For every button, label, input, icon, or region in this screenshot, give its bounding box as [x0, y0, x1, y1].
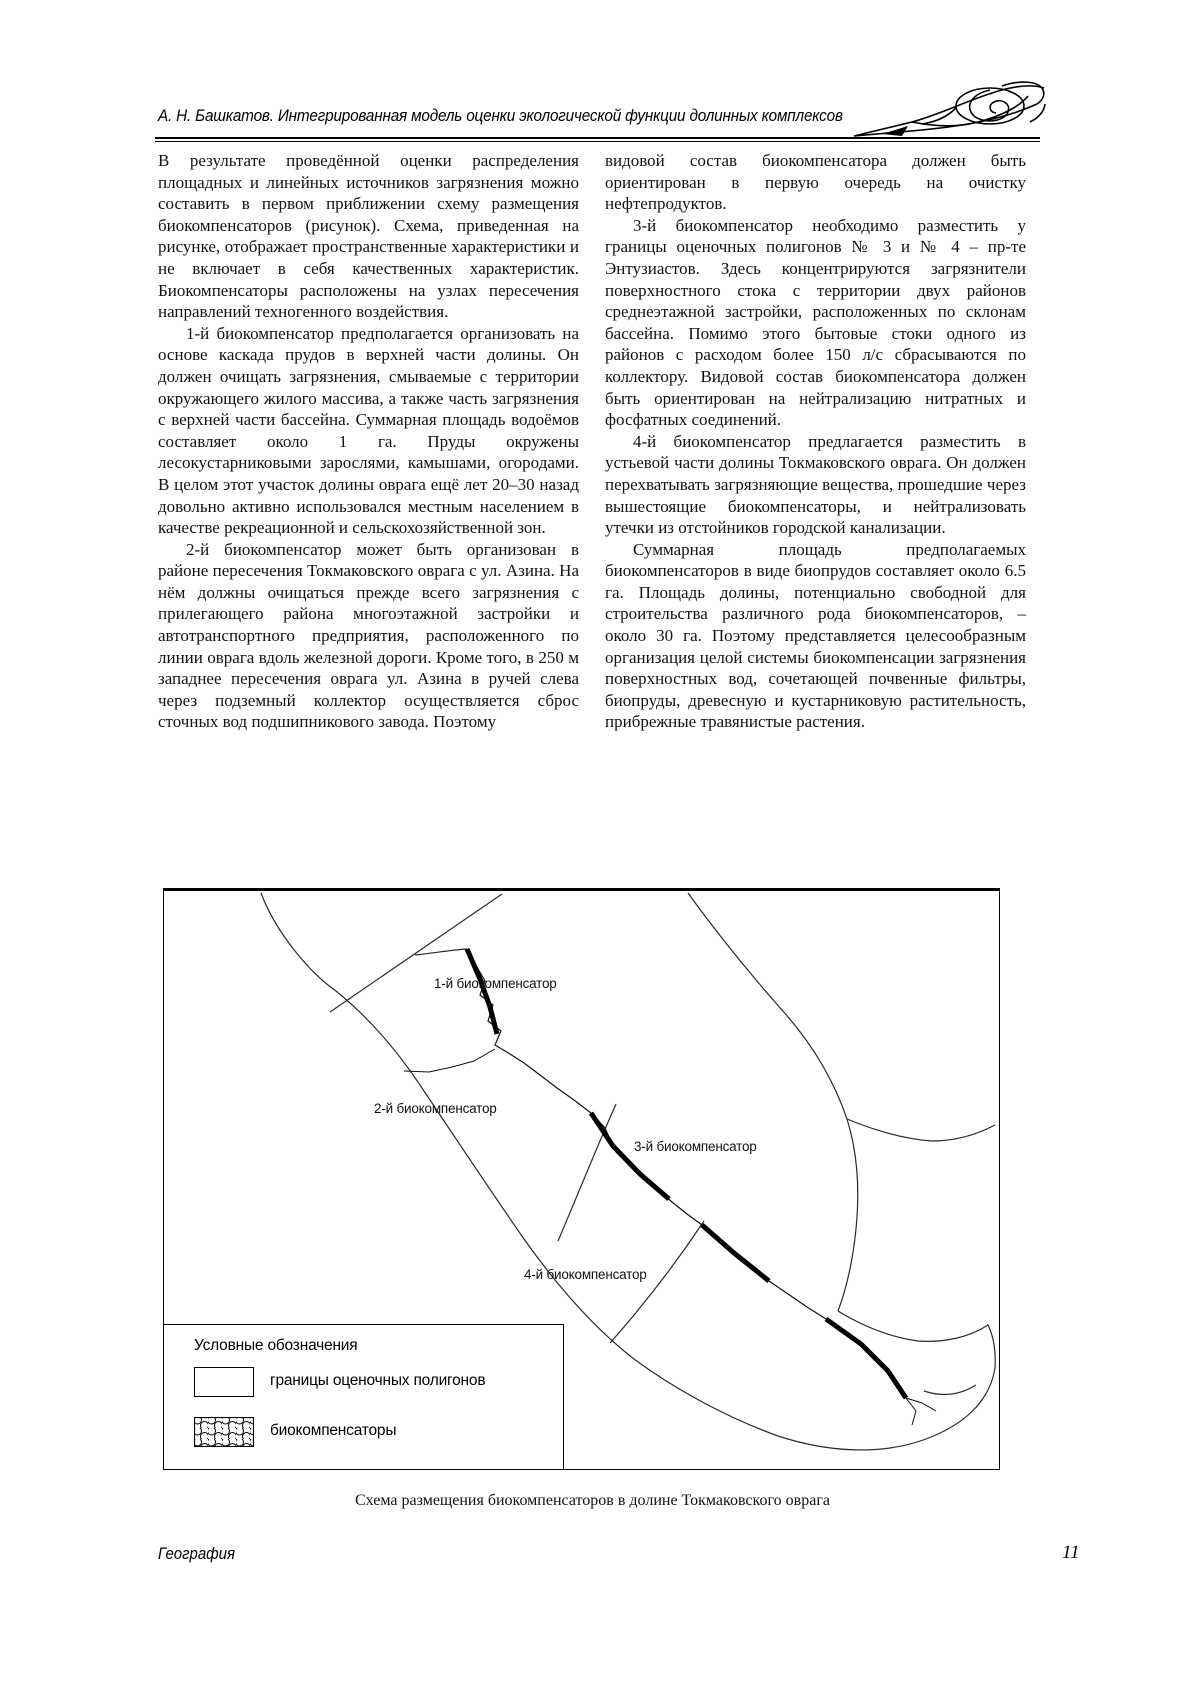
map-legend [164, 1324, 564, 1469]
page-number: 11 [1062, 1542, 1080, 1563]
legend-title: Условные обозначения [194, 1337, 358, 1354]
map-label-1: 1-й биокомпенсатор [434, 976, 557, 991]
circle-hatch-swatch [194, 1417, 254, 1447]
legend-item-label: границы оценочных полигонов [270, 1372, 486, 1389]
left-column [158, 150, 579, 733]
paragraph: 1-й биокомпенсатор предполагается организовать на основе каскада прудов в верхней части долины. Он должен очищать загрязнения, смываемые с территории окружающего жилого массива, а также часть загрязнения с верхней части бассейна. Суммарная площадь водоёмов составляет около 1 га. Пруды окружены лесокустарниковыми зарослями, камышами, огородами. В целом этот участок долины оврага ещё лет 20–30 назад довольно активно использовался местным населением в качестве рекреационной и сельскохозяйственной зон. [158, 323, 579, 538]
figure-caption: Схема размещения биокомпенсаторов в долине Токмаковского оврага [355, 1492, 830, 1509]
paragraph: В результате проведённой оценки распределения площадных и линейных источников загрязнения можно составить в первом приближении схему размещения биокомпенсаторов (рисунок). Схема, приведенная на рисунке, отображает пространственные характеристики и не включает в себя качественных характеристик. Биокомпенсаторы расположены на узлах пересечения направлений техногенного воздействия. [158, 151, 579, 322]
paragraph: 2-й биокомпенсатор может быть организован в районе пересечения Токмаковского оврага с ул. Азина. На нём должны очищаться прежде всего загрязнения с прилегающего района многоэтажной застройки и автотранспортного предприятия, расположенного по линии оврага вдоль железной дороги. Кроме того, в 250 м западнее пересечения оврага ул. Азина в ручей слева через подземный коллектор осуществляется сброс сточных вод подшипникового завода. Поэтому [158, 539, 579, 732]
paragraph: 3-й биокомпенсатор необходимо разместить у границы оценочных полигонов № 3 и № 4 – пр-те Энтузиастов. Здесь концентрируются загрязнители поверхностного стока с территории двух районов среднеэтажной застройки, расположенных по склонам бассейна. Помимо этого бытовые стоки одного из районов с расходом более 150 л/с сбрасываются по коллектору. Видовой состав биокомпенсатора должен быть ориентирован на нейтрализацию нитратных и фосфатных соединений. [605, 215, 1026, 430]
map-label-2: 2-й биокомпенсатор [374, 1101, 497, 1116]
paragraph: Суммарная площадь предполагаемых биокомпенсаторов в виде биопрудов составляет около 6.5 га. Площадь долины, потенциально свободной для строительства различного рода биокомпенсаторов, – около 30 га. Поэтому представляется целесообразным организация целой системы биокомпенсации загрязнения поверхностных вод, сочетающей почвенные фильтры, биопруды, древесную и кустарниковую растительность, прибрежные травянистые растения. [605, 539, 1026, 732]
legend-item-label: биокомпенсаторы [270, 1422, 397, 1439]
footer-section-label: География [158, 1544, 235, 1563]
map-label-3: 3-й биокомпенсатор [634, 1139, 757, 1154]
polygon-outline-swatch [194, 1367, 254, 1397]
header-rule [155, 141, 1040, 142]
right-column [605, 150, 1026, 733]
paragraph: 4-й биокомпенсатор предлагается разместить в устьевой части долины Токмаковского оврага. Он должен перехватывать загрязняющие вещества, прошедшие через вышестоящие биокомпенсаторы, и нейтрализовать утечки из отстойников городской канализации. [605, 431, 1026, 538]
running-title: А. Н. Башкатов. Интегрированная модель оценки экологической функции долинных комплексов [158, 106, 843, 125]
figure-map [163, 888, 1000, 1470]
paragraph: видовой состав биокомпенсатора должен быть ориентирован в первую очередь на очистку нефтепродуктов. [605, 151, 1026, 214]
celtic-swirl-ornament-icon [852, 78, 1047, 140]
map-label-4: 4-й биокомпенсатор [524, 1267, 647, 1282]
